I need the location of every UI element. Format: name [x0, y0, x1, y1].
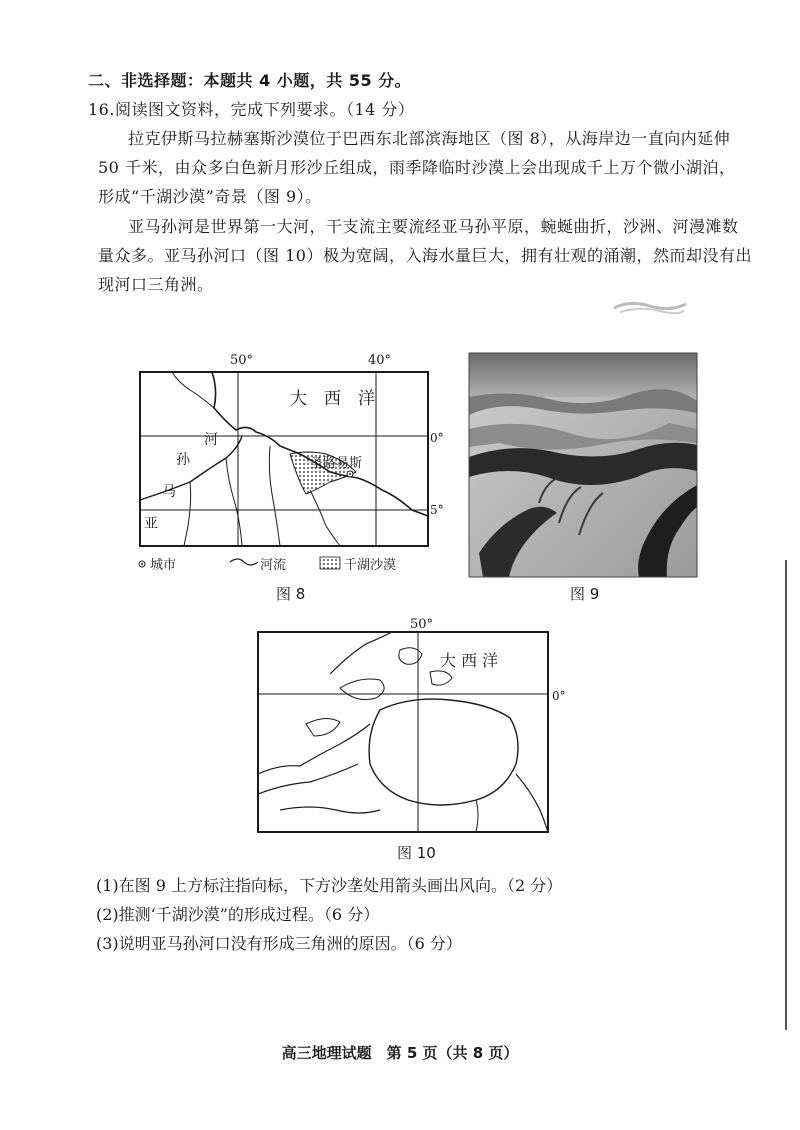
para1-line-3: 形成“千湖沙漠”奇景（图 9）。 — [98, 187, 322, 206]
fig10-para-river — [516, 774, 548, 832]
fig8-tributary-2 — [226, 458, 242, 546]
section-title: 二、非选择题：本题共 4 小题，共 55 分。 — [88, 71, 412, 90]
legend-desert-icon — [320, 557, 340, 569]
fig8-river-char-he: 河 — [204, 432, 218, 448]
fig8-caption: 图 8 — [276, 585, 306, 603]
fig10-lon-50: 50° — [410, 617, 434, 632]
legend-desert-label: 千湖沙漠 — [344, 558, 397, 573]
fig8-lat-5: 5° — [430, 503, 444, 517]
fig8-tributary-4 — [310, 490, 340, 546]
fig8-city-label: 圣路易斯 — [310, 456, 363, 471]
sub-question-1: (1)在图 9 上方标注指向标，下方沙垄处用箭头画出风向。（2 分） — [96, 876, 563, 895]
fig9-caption: 图 9 — [570, 585, 600, 603]
fig10-lat-0: 0° — [552, 689, 566, 703]
page-footer: 高三地理试题 第 5 页（共 8 页） — [281, 1044, 519, 1062]
fig8-ocean-label: 大 西 洋 — [290, 389, 375, 409]
para2-line-3: 现河口三角洲。 — [98, 275, 214, 294]
legend-river-label: 河流 — [260, 558, 287, 573]
fig8-river-char-ya: 亚 — [144, 516, 158, 532]
para2-line-1: 亚马孙河是世界第一大河，干支流主要流经亚马孙平原，蜿蜒曲折，沙洲、河漫滩数 — [128, 217, 739, 236]
legend-city-label: 城市 — [150, 558, 177, 573]
scan-smudge — [610, 296, 690, 318]
figure-9-photo — [469, 353, 697, 577]
fig8-river-char-ma: 马 — [162, 484, 176, 500]
figure-8-map — [130, 350, 444, 580]
fig8-lon-40: 40° — [368, 353, 392, 368]
sub-question-2: (2)推测‘千湖沙漠”的形成过程。（6 分） — [96, 905, 380, 924]
para2-line-2: 量众多。亚马孙河口（图 10）极为宽阔，入海水量巨大，拥有壮观的涌潮，然而却没有出 — [98, 246, 752, 265]
fig10-ocean-label: 大 西 洋 — [440, 651, 499, 670]
fig8-tributary-1 — [184, 482, 191, 546]
fig10-caption: 图 10 — [397, 844, 436, 862]
fig10-island-1 — [340, 679, 384, 700]
fig10-island-2 — [399, 648, 422, 665]
fig10-marajo-island — [369, 699, 518, 805]
fig10-channel-3 — [476, 800, 478, 832]
scan-edge-line — [785, 560, 787, 1030]
fig8-lat-0: 0° — [430, 431, 444, 445]
legend-river-icon — [230, 559, 258, 565]
fig8-lon-50: 50° — [230, 353, 254, 368]
fig10-island-3 — [430, 671, 452, 685]
para1-line-2: 50 千米，由众多白色新月形沙丘组成，雨季降临时沙漠上会出现成千上万个微小湖泊， — [98, 158, 736, 177]
fig8-river-char-sun: 孙 — [176, 452, 190, 468]
figure-10-map — [240, 614, 570, 839]
para1-line-1: 拉克伊斯马拉赫塞斯沙漠位于巴西东北部滨海地区（图 8），从海岸边一直向内延伸 — [128, 129, 731, 148]
fig8-tributary-5 — [172, 372, 214, 408]
fig10-north-coast — [330, 632, 392, 674]
question-header: 16.阅读图文资料，完成下列要求。（14 分） — [88, 100, 415, 119]
fig10-island-4 — [306, 718, 340, 736]
fig8-tributary-3 — [269, 446, 280, 546]
fig10-south-shore — [280, 807, 380, 813]
sub-question-3: (3)说明亚马孙河口没有形成三角洲的原因。（6 分） — [96, 934, 462, 953]
